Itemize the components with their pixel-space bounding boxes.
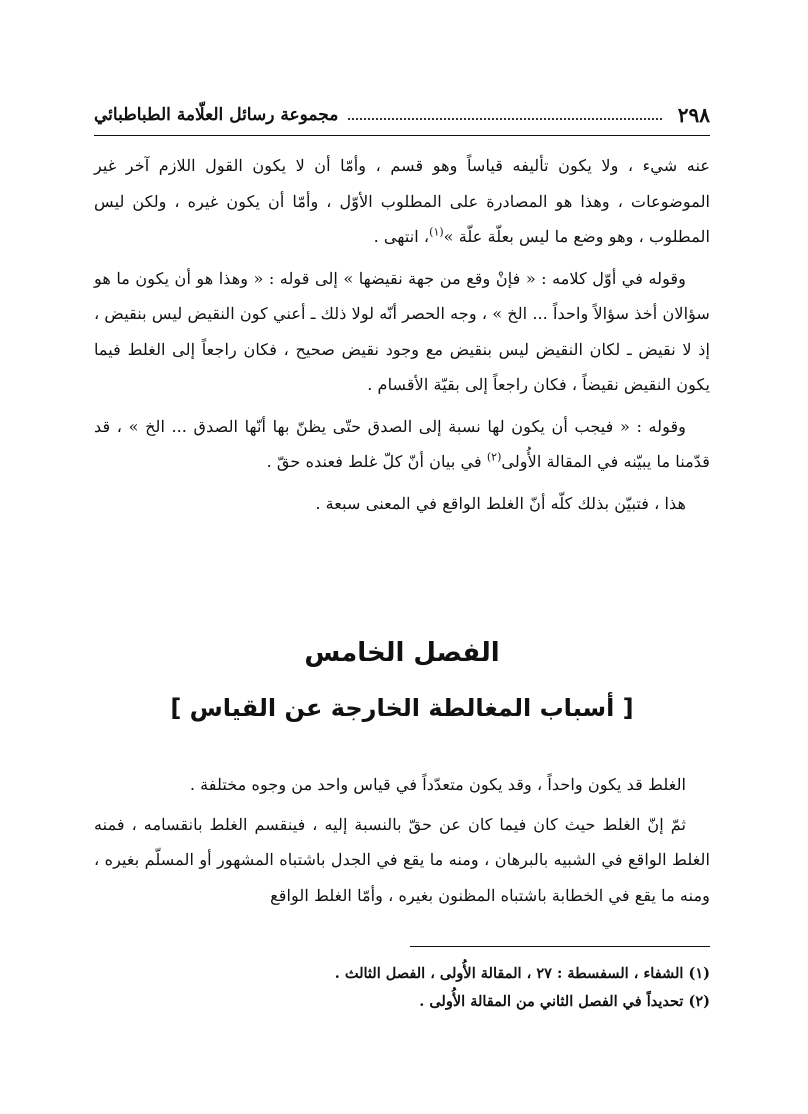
paragraph-3: وقوله : « فيجب أن يكون لها نسبة إلى الصدق حتّى يظنّ بها أنّها الصدق ... الخ » ، قد قدّمنا ما يبيّنه في المقالة الأُولى$^{(٢)}$ في بيان أنّ كلّ غلط فعنده حقّ . (94, 416, 710, 471)
section-title: الفصل الخامس (304, 638, 500, 668)
body-text-bottom (94, 767, 710, 917)
paragraph-2: وقوله في أوّل كلامه : « فإنْ وقع من جهة نقيضها » إلى قوله : « وهذا هو أن يكون ما هو سؤالان أخذ سؤالاً واحداً ... الخ » ، وجه الحصر أنّه لولا ذلك ـ أعني كون النقيض ليس بنقيض ، إذ لا نقيض ـ لكان النقيض ليس بنقيض مع وجود نقيض صحيح ، فكان راجعاً إلى الغلط فيما يكون النقيض نقيضاً ، فكان راجعاً إلى بقيّة الأقسام . (94, 268, 710, 394)
paragraph-6: ثمّ إنّ الغلط حيث كان فيما كان عن حقّ بالنسبة إليه ، فينقسم الغلط بانقسامه ، فمنه الغلط الواقع في الشبيه بالبرهان ، ومنه ما يقع في الجدل باشتباه المشهور أو المسلّم بغيره ، ومنه ما يقع في الخطابة باشتباه المظنون بغيره ، وأمّا الغلط الواقع (94, 814, 710, 905)
paragraph-1: عنه شيء ، ولا يكون تأليفه قياساً وهو قسم ، وأمّا أن لا يكون القول اللازم آخر غير الموضوعات ، وهذا هو المصادرة على المطلوب الأوّل ، وأمّا أن يكون غيره ، ولكن ليس المطلوب ، وهو وضع ما ليس بعلّة علّة »$^{(١)}$، انتهى . (94, 156, 710, 246)
footnote-separator (410, 946, 710, 947)
paragraph-5: الغلط قد يكون واحداً ، وقد يكون متعدّداً في قياس واحد من وجوه مختلفة . (189, 775, 686, 794)
footnote-ref-1: (١) (429, 225, 444, 239)
book-title: مجموعة رسائل العلّامة الطباطبائي (94, 105, 339, 125)
footnote-2: (٢) تحديداً في الفصل الثاني من المقالة الأُولى . (419, 993, 710, 1010)
running-header (94, 100, 710, 130)
header-dot-leader (348, 118, 661, 120)
footnote-1: (١) الشفاء ، السفسطة : ٢٧ ، المقالة الأُولى ، الفصل الثالث . (334, 965, 710, 982)
footnote-ref-2: (٢) (486, 450, 502, 464)
header-rule (94, 135, 710, 136)
section-subtitle: [ أسباب المغالطة الخارجة عن القياس ] (170, 694, 634, 722)
page-number: ٢٩٨ (677, 103, 710, 127)
paragraph-4: هذا ، فتبيّن بذلك كلّه أنّ الغلط الواقع في المعنى سبعة . (315, 493, 686, 513)
body-text-top (94, 148, 710, 527)
footnotes (94, 960, 710, 1016)
